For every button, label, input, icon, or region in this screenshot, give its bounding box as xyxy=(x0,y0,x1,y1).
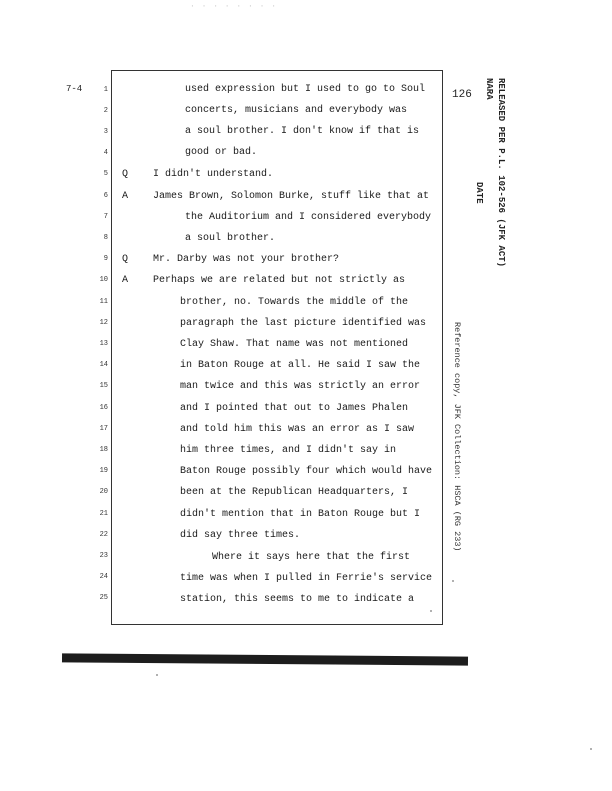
page-number: 126 xyxy=(452,89,472,101)
transcript-line: Where it says here that the first xyxy=(212,552,411,563)
line-number: 5 xyxy=(103,170,108,178)
speaker-marker: A xyxy=(122,275,129,286)
transcript-line: been at the Republican Headquarters, I xyxy=(180,487,409,498)
line-number: 4 xyxy=(103,149,108,157)
line-number: 1 xyxy=(103,86,108,94)
line-number: 21 xyxy=(99,510,108,518)
stamp-date-line: DATE xyxy=(474,182,484,204)
transcript-line: Mr. Darby was not your brother? xyxy=(153,254,340,265)
scan-speck xyxy=(430,610,432,612)
line-number: 23 xyxy=(99,552,108,560)
transcript-line: station, this seems to me to indicate a xyxy=(180,594,415,605)
line-number: 13 xyxy=(99,340,108,348)
transcript-line: a soul brother. xyxy=(185,233,276,244)
line-number: 8 xyxy=(103,234,108,242)
scan-speck xyxy=(452,580,454,582)
speaker-marker: Q xyxy=(122,169,129,180)
page-id-label: 7-4 xyxy=(66,84,83,94)
speaker-marker: A xyxy=(122,191,129,202)
line-number: 16 xyxy=(99,404,108,412)
transcript-line: and I pointed that out to James Phalen xyxy=(180,403,409,414)
line-number: 22 xyxy=(99,531,108,539)
transcript-line: concerts, musicians and everybody was xyxy=(185,105,408,116)
reference-copy-note: Reference copy, JFK Collection: HSCA (RG 233) xyxy=(452,322,462,552)
line-number: 2 xyxy=(103,107,108,115)
line-number: 6 xyxy=(103,192,108,200)
transcript-line: and told him this was an error as I saw xyxy=(180,424,415,435)
scan-speck xyxy=(156,674,158,676)
line-number: 10 xyxy=(99,276,108,284)
transcript-line: used expression but I used to go to Soul xyxy=(185,84,426,95)
transcript-line: Perhaps we are related but not strictly as xyxy=(153,275,406,286)
line-number: 18 xyxy=(99,446,108,454)
transcript-line: Baton Rouge possibly four which would have xyxy=(180,466,433,477)
line-number: 14 xyxy=(99,361,108,369)
transcript-line: time was when I pulled in Ferrie's service xyxy=(180,573,433,584)
transcript-line: paragraph the last picture identified was xyxy=(180,318,427,329)
line-number: 11 xyxy=(99,298,108,306)
line-number: 3 xyxy=(103,128,108,136)
stamp-nara-line: NARA xyxy=(484,78,494,100)
line-number: 25 xyxy=(99,594,108,602)
transcript-line: James Brown, Solomon Burke, stuff like that at xyxy=(153,191,430,202)
transcript-line: did say three times. xyxy=(180,530,301,541)
transcript-line: a soul brother. I don't know if that is xyxy=(185,126,420,137)
line-number: 9 xyxy=(103,255,108,263)
transcript-line: Clay Shaw. That name was not mentioned xyxy=(180,339,409,350)
transcript-line: the Auditorium and I considered everybody xyxy=(185,212,432,223)
line-number: 20 xyxy=(99,488,108,496)
transcript-line: I didn't understand. xyxy=(153,169,274,180)
line-number: 24 xyxy=(99,573,108,581)
scan-speck xyxy=(590,748,592,750)
transcript-line: didn't mention that in Baton Rouge but I xyxy=(180,509,421,520)
scan-rule-bar xyxy=(62,653,468,665)
transcript-line: man twice and this was strictly an error xyxy=(180,381,421,392)
line-number: 12 xyxy=(99,319,108,327)
transcript-line: brother, no. Towards the middle of the xyxy=(180,297,409,308)
release-stamp xyxy=(476,78,506,278)
line-number: 17 xyxy=(99,425,108,433)
line-number: 15 xyxy=(99,382,108,390)
stamp-release-line: RELEASED PER P.L. 102-526 (JFK ACT) xyxy=(496,78,506,268)
faint-header-text: · · · · · · · · xyxy=(190,2,278,11)
transcript-line: him three times, and I didn't say in xyxy=(180,445,397,456)
line-number: 19 xyxy=(99,467,108,475)
transcript-line: good or bad. xyxy=(185,147,258,158)
speaker-marker: Q xyxy=(122,254,129,265)
line-number: 7 xyxy=(103,213,108,221)
transcript-line: in Baton Rouge at all. He said I saw the xyxy=(180,360,421,371)
